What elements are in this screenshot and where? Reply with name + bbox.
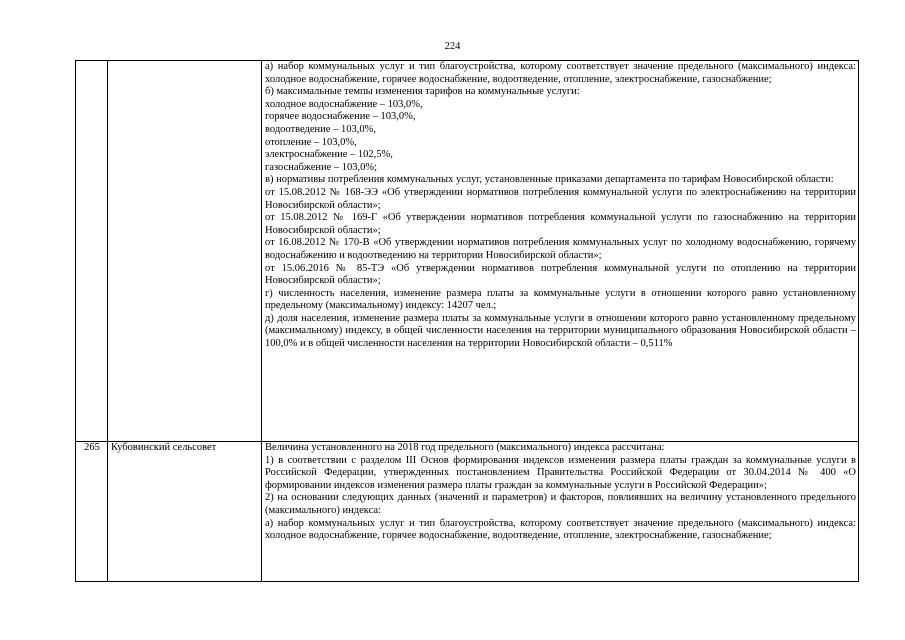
paragraph: электроснабжение – 102,5%, bbox=[265, 149, 393, 161]
paragraph: от 15.08.2012 № 168-ЭЭ «Об утверждении нормативов потребления коммунальной услуги по электроснабжению на территории Новосибирской области»; bbox=[265, 186, 856, 211]
paragraph: холодное водоснабжение – 103,0%, bbox=[265, 98, 423, 110]
paragraph: Величина установленного на 2018 год предельного (максимального) индекса рассчитана: bbox=[265, 442, 665, 453]
paragraph: а) набор коммунальных услуг и тип благоустройства, которому соответствует значение предельного (максимального) индекса: холодное водоснабжение, горячее водоснабжение, водоотведение, отопление, электроснабжение, газоснабжение; bbox=[265, 61, 856, 85]
paragraph: водоотведение – 103,0%, bbox=[265, 123, 376, 135]
paragraph: отопление – 103,0%, bbox=[265, 136, 357, 148]
paragraph: горячее водоснабжение – 103,0%, bbox=[265, 111, 416, 123]
index-table bbox=[75, 60, 859, 582]
description-cell bbox=[262, 61, 859, 442]
page-number: 224 bbox=[444, 41, 461, 52]
paragraph: 2) на основании следующих данных (значений и параметров) и факторов, повлиявших на величину установленного предельного (максимального) индекса: bbox=[265, 492, 856, 516]
paragraph: от 15.08.2012 № 169-Г «Об утверждении нормативов потребления коммунальной услуги по газоснабжению на территории Новосибирской области»; bbox=[265, 212, 856, 236]
paragraph: от 15.06.2016 № 85-ТЭ «Об утверждении нормативов потребления коммунальной услуги по отоплению на территории Новосибирской области»; bbox=[265, 262, 856, 287]
description-cell bbox=[262, 442, 859, 582]
table-row bbox=[76, 61, 859, 442]
municipality-name-cell bbox=[108, 61, 262, 442]
paragraph: г) численность населения, изменение размера платы за коммунальные услуги в отношении которого равно установленному предельному (максимальному) индексу: 14207 чел.; bbox=[265, 287, 856, 312]
paragraph: д) доля населения, изменение размера платы за коммунальные услуги в отношении которого равно установленному предельному (максимальному) индексу, в общей численности населения на территории муниципального образования Новосибирской области – 100,0% и в общей численности населения на территории Новосибирской области – 0,511% bbox=[265, 312, 856, 350]
paragraph: газоснабжение – 103,0%; bbox=[265, 161, 378, 173]
paragraph: в) нормативы потребления коммунальных услуг, установленные приказами департамента по тарифам Новосибирской области: bbox=[265, 174, 834, 186]
municipality-name-cell: Кубовинский сельсовет bbox=[108, 442, 262, 582]
row-number-cell: 265 bbox=[76, 442, 108, 582]
paragraph: б) максимальные темпы изменения тарифов на коммунальные услуги: bbox=[265, 86, 580, 98]
paragraph: от 16.08.2012 № 170-В «Об утверждении нормативов потребления коммунальных услуг по холодному водоснабжению, горячему водоснабжению и водоотведению на территории Новосибирской области»; bbox=[265, 237, 856, 261]
paragraph: 1) в соответствии с разделом III Основ формирования индексов изменения размера платы граждан за коммунальные услуги в Российской Федерации, утвержденных постановлением Правительства Российской Федерации от 30.04.2014 № 400 «О формировании индексов изменения размера платы граждан за коммунальные услуги в Российской Федерации»; bbox=[265, 454, 856, 491]
row-number-cell bbox=[76, 61, 108, 442]
paragraph: а) набор коммунальных услуг и тип благоустройства, которому соответствует значение предельного (максимального) индекса: холодное водоснабжение, горячее водоснабжение, водоотведение, отопление, электроснабжение, газоснабжение; bbox=[265, 517, 856, 542]
table-row bbox=[76, 442, 859, 582]
